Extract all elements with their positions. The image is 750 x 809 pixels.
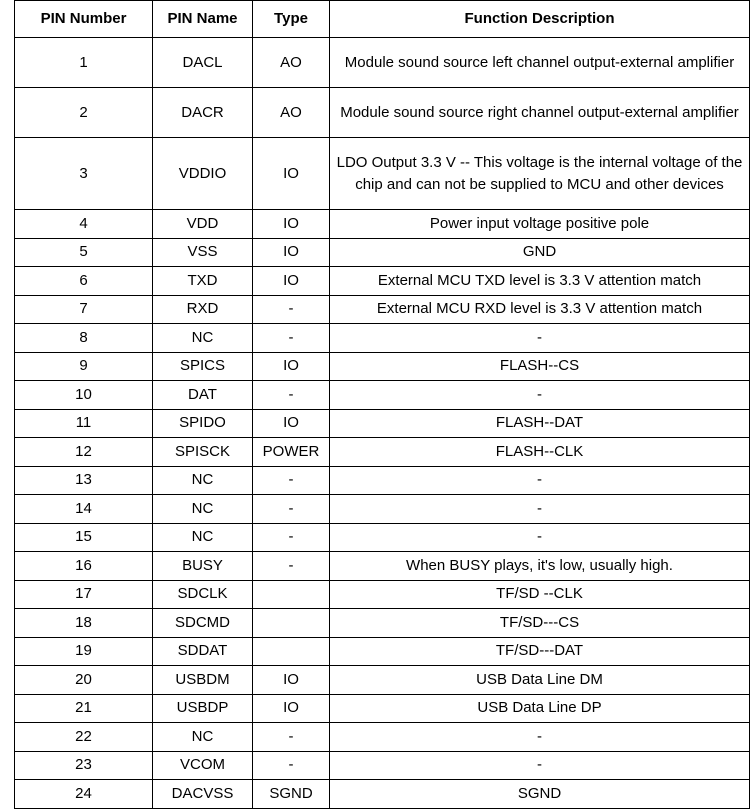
table-row — [15, 666, 750, 695]
table-row — [15, 295, 750, 324]
pin-function-cell: Module sound source right channel output-external amplifier — [330, 88, 750, 138]
pin-name-cell: NC — [153, 723, 253, 752]
pin-function-cell: - — [330, 523, 750, 552]
pin-name-cell: USBDP — [153, 694, 253, 723]
pin-number-cell: 12 — [15, 438, 153, 467]
pin-type-cell: SGND — [253, 780, 330, 809]
pin-name-cell: SPICS — [153, 352, 253, 381]
table-row — [15, 580, 750, 609]
pin-name-cell: SDCMD — [153, 609, 253, 638]
pin-function-cell: FLASH--CLK — [330, 438, 750, 467]
header-function-description: Function Description — [330, 1, 750, 38]
table-row — [15, 552, 750, 581]
pin-function-cell: External MCU RXD level is 3.3 V attention match — [330, 295, 750, 324]
pin-function-cell: TF/SD---CS — [330, 609, 750, 638]
pin-function-cell: - — [330, 466, 750, 495]
pin-name-cell: DACR — [153, 88, 253, 138]
pin-function-cell: LDO Output 3.3 V -- This voltage is the internal voltage of the chip and can not be supplied to MCU and other devices — [330, 138, 750, 210]
pin-name-cell: NC — [153, 523, 253, 552]
pin-number-cell: 11 — [15, 409, 153, 438]
pin-number-cell: 5 — [15, 238, 153, 267]
pin-type-cell: AO — [253, 88, 330, 138]
pin-name-cell: VDDIO — [153, 138, 253, 210]
pin-function-cell: Power input voltage positive pole — [330, 210, 750, 239]
header-pin-name: PIN Name — [153, 1, 253, 38]
pin-number-cell: 23 — [15, 751, 153, 780]
pin-function-cell: - — [330, 723, 750, 752]
pin-function-cell: SGND — [330, 780, 750, 809]
pin-type-cell — [253, 637, 330, 666]
table-header-row — [15, 1, 750, 38]
pin-type-cell: POWER — [253, 438, 330, 467]
pin-name-cell: SPISCK — [153, 438, 253, 467]
pin-function-cell: Module sound source left channel output-external amplifier — [330, 38, 750, 88]
pin-type-cell: - — [253, 295, 330, 324]
pin-number-cell: 8 — [15, 324, 153, 353]
pin-number-cell: 17 — [15, 580, 153, 609]
table-row — [15, 138, 750, 210]
table-row — [15, 267, 750, 296]
table-row — [15, 210, 750, 239]
table-row — [15, 352, 750, 381]
pin-name-cell: BUSY — [153, 552, 253, 581]
header-pin-number: PIN Number — [15, 1, 153, 38]
pin-number-cell: 4 — [15, 210, 153, 239]
pin-name-cell: DACL — [153, 38, 253, 88]
pin-number-cell: 18 — [15, 609, 153, 638]
pin-number-cell: 6 — [15, 267, 153, 296]
pin-name-cell: NC — [153, 324, 253, 353]
pin-function-cell: When BUSY plays, it's low, usually high. — [330, 552, 750, 581]
pin-type-cell: - — [253, 495, 330, 524]
pin-number-cell: 24 — [15, 780, 153, 809]
pin-type-cell: - — [253, 523, 330, 552]
table-row — [15, 409, 750, 438]
pin-type-cell: - — [253, 466, 330, 495]
table-row — [15, 723, 750, 752]
pin-name-cell: VDD — [153, 210, 253, 239]
pin-function-cell: TF/SD---DAT — [330, 637, 750, 666]
pin-function-cell: - — [330, 324, 750, 353]
pin-number-cell: 19 — [15, 637, 153, 666]
pin-name-cell: DACVSS — [153, 780, 253, 809]
pin-function-cell: - — [330, 751, 750, 780]
table-row — [15, 780, 750, 809]
table-row — [15, 637, 750, 666]
header-type: Type — [253, 1, 330, 38]
pin-function-cell: TF/SD --CLK — [330, 580, 750, 609]
pin-number-cell: 16 — [15, 552, 153, 581]
pin-type-cell: IO — [253, 238, 330, 267]
pin-number-cell: 3 — [15, 138, 153, 210]
pin-function-cell: FLASH--DAT — [330, 409, 750, 438]
pin-function-cell: GND — [330, 238, 750, 267]
pin-name-cell: RXD — [153, 295, 253, 324]
pin-type-cell: IO — [253, 267, 330, 296]
pin-type-cell: - — [253, 324, 330, 353]
table-row — [15, 438, 750, 467]
pin-number-cell: 10 — [15, 381, 153, 410]
pin-number-cell: 20 — [15, 666, 153, 695]
pin-name-cell: USBDM — [153, 666, 253, 695]
pin-function-cell: - — [330, 495, 750, 524]
pin-type-cell: IO — [253, 694, 330, 723]
pin-function-cell: FLASH--CS — [330, 352, 750, 381]
pin-type-cell: AO — [253, 38, 330, 88]
table-row — [15, 466, 750, 495]
table-row — [15, 495, 750, 524]
pin-name-cell: NC — [153, 495, 253, 524]
table-row — [15, 238, 750, 267]
pin-number-cell: 14 — [15, 495, 153, 524]
pin-type-cell — [253, 580, 330, 609]
table-body — [15, 38, 750, 809]
pin-type-cell: IO — [253, 210, 330, 239]
pin-number-cell: 1 — [15, 38, 153, 88]
pin-name-cell: NC — [153, 466, 253, 495]
pin-table — [14, 0, 750, 809]
pin-function-cell: USB Data Line DP — [330, 694, 750, 723]
pin-number-cell: 15 — [15, 523, 153, 552]
pin-name-cell: VSS — [153, 238, 253, 267]
table-row — [15, 38, 750, 88]
table-row — [15, 694, 750, 723]
pin-type-cell: IO — [253, 138, 330, 210]
pin-function-cell: USB Data Line DM — [330, 666, 750, 695]
table-row — [15, 88, 750, 138]
pin-number-cell: 13 — [15, 466, 153, 495]
pin-number-cell: 9 — [15, 352, 153, 381]
pin-number-cell: 22 — [15, 723, 153, 752]
pin-name-cell: VCOM — [153, 751, 253, 780]
pin-number-cell: 21 — [15, 694, 153, 723]
table-row — [15, 381, 750, 410]
pin-number-cell: 7 — [15, 295, 153, 324]
pin-type-cell: - — [253, 751, 330, 780]
pin-function-cell: - — [330, 381, 750, 410]
pin-name-cell: SDCLK — [153, 580, 253, 609]
pin-type-cell: - — [253, 723, 330, 752]
pin-function-cell: External MCU TXD level is 3.3 V attention match — [330, 267, 750, 296]
table-row — [15, 523, 750, 552]
pin-type-cell: IO — [253, 352, 330, 381]
pin-name-cell: DAT — [153, 381, 253, 410]
pin-name-cell: SPIDO — [153, 409, 253, 438]
pin-type-cell: IO — [253, 409, 330, 438]
pin-type-cell: - — [253, 381, 330, 410]
pin-type-cell — [253, 609, 330, 638]
pin-name-cell: SDDAT — [153, 637, 253, 666]
table-row — [15, 324, 750, 353]
pin-number-cell: 2 — [15, 88, 153, 138]
pin-type-cell: IO — [253, 666, 330, 695]
table-row — [15, 609, 750, 638]
pin-type-cell: - — [253, 552, 330, 581]
pin-name-cell: TXD — [153, 267, 253, 296]
table-row — [15, 751, 750, 780]
